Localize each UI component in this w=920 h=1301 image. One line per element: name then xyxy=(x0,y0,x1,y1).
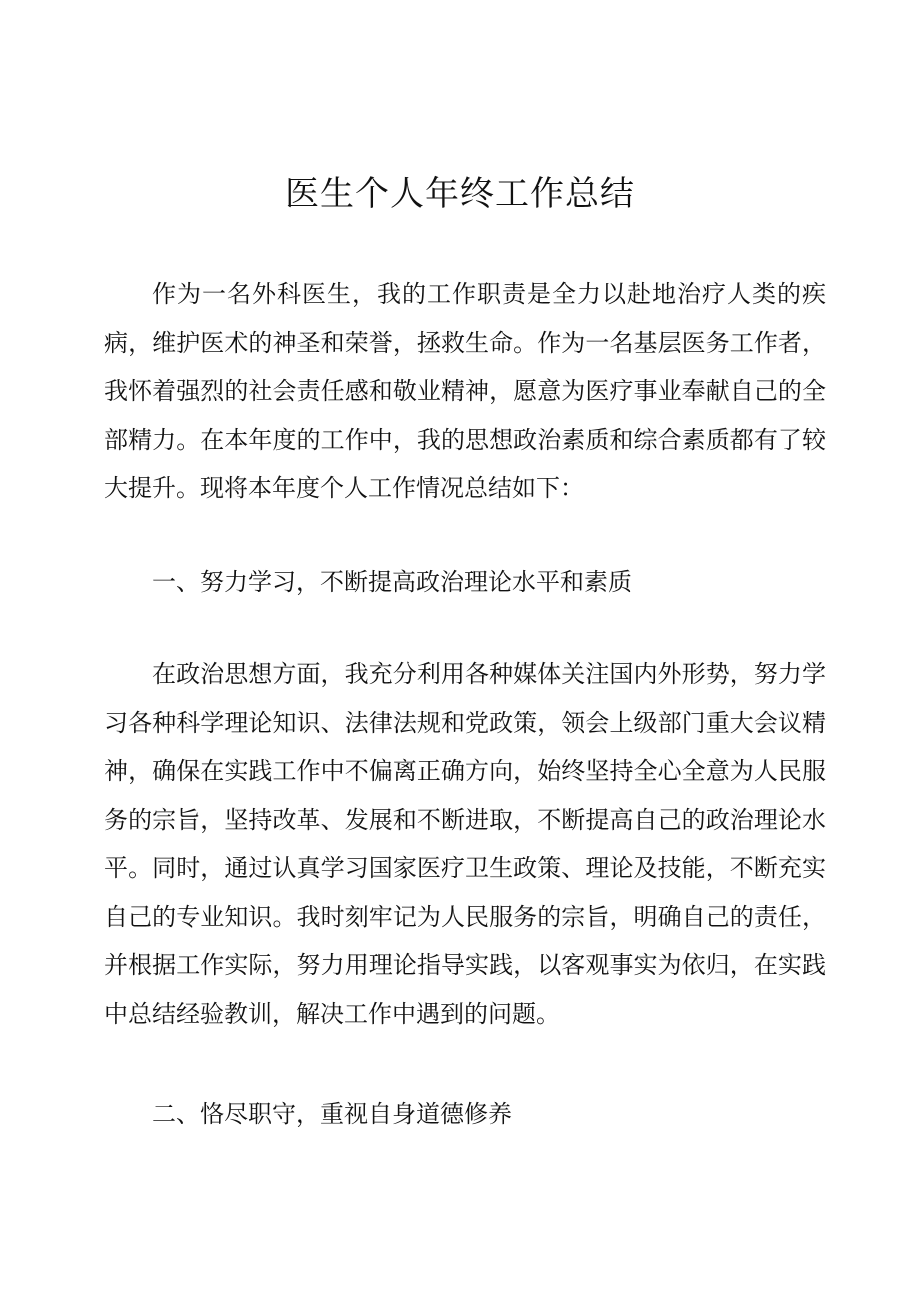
section-1-heading: 一、努力学习，不断提高政治理论水平和素质 xyxy=(152,568,632,596)
page-title: 医生个人年终工作总结 xyxy=(285,174,635,214)
section-1-paragraph: 在政治思想方面，我充分利用各种媒体关注国内外形势，努力学习各种科学理论知识、法律法规和党政策，领会上级部门重大会议精神，确保在实践工作中不偏离正确方向，始终坚持全心全意为人民服务的宗旨，坚持改革、发展和不断进取，不断提高自己的政治理论水平。同时，通过认真学习国家医疗卫生政策、理论及技能，不断充实自己的专业知识。我时刻牢记为人民服务的宗旨，明确自己的责任，并根据工作实际，努力用理论指导实践，以客观事实为依归，在实践中总结经验教训，解决工作中遇到的问题。 xyxy=(104,660,826,1028)
intro-paragraph: 作为一名外科医生，我的工作职责是全力以赴地治疗人类的疾病，维护医术的神圣和荣誉，拯救生命。作为一名基层医务工作者，我怀着强烈的社会责任感和敬业精神，愿意为医疗事业奉献自己的全部精力。在本年度的工作中，我的思想政治素质和综合素质都有了较大提升。现将本年度个人工作情况总结如下： xyxy=(104,280,826,502)
section-2-heading: 二、恪尽职守，重视自身道德修养 xyxy=(152,1100,512,1128)
